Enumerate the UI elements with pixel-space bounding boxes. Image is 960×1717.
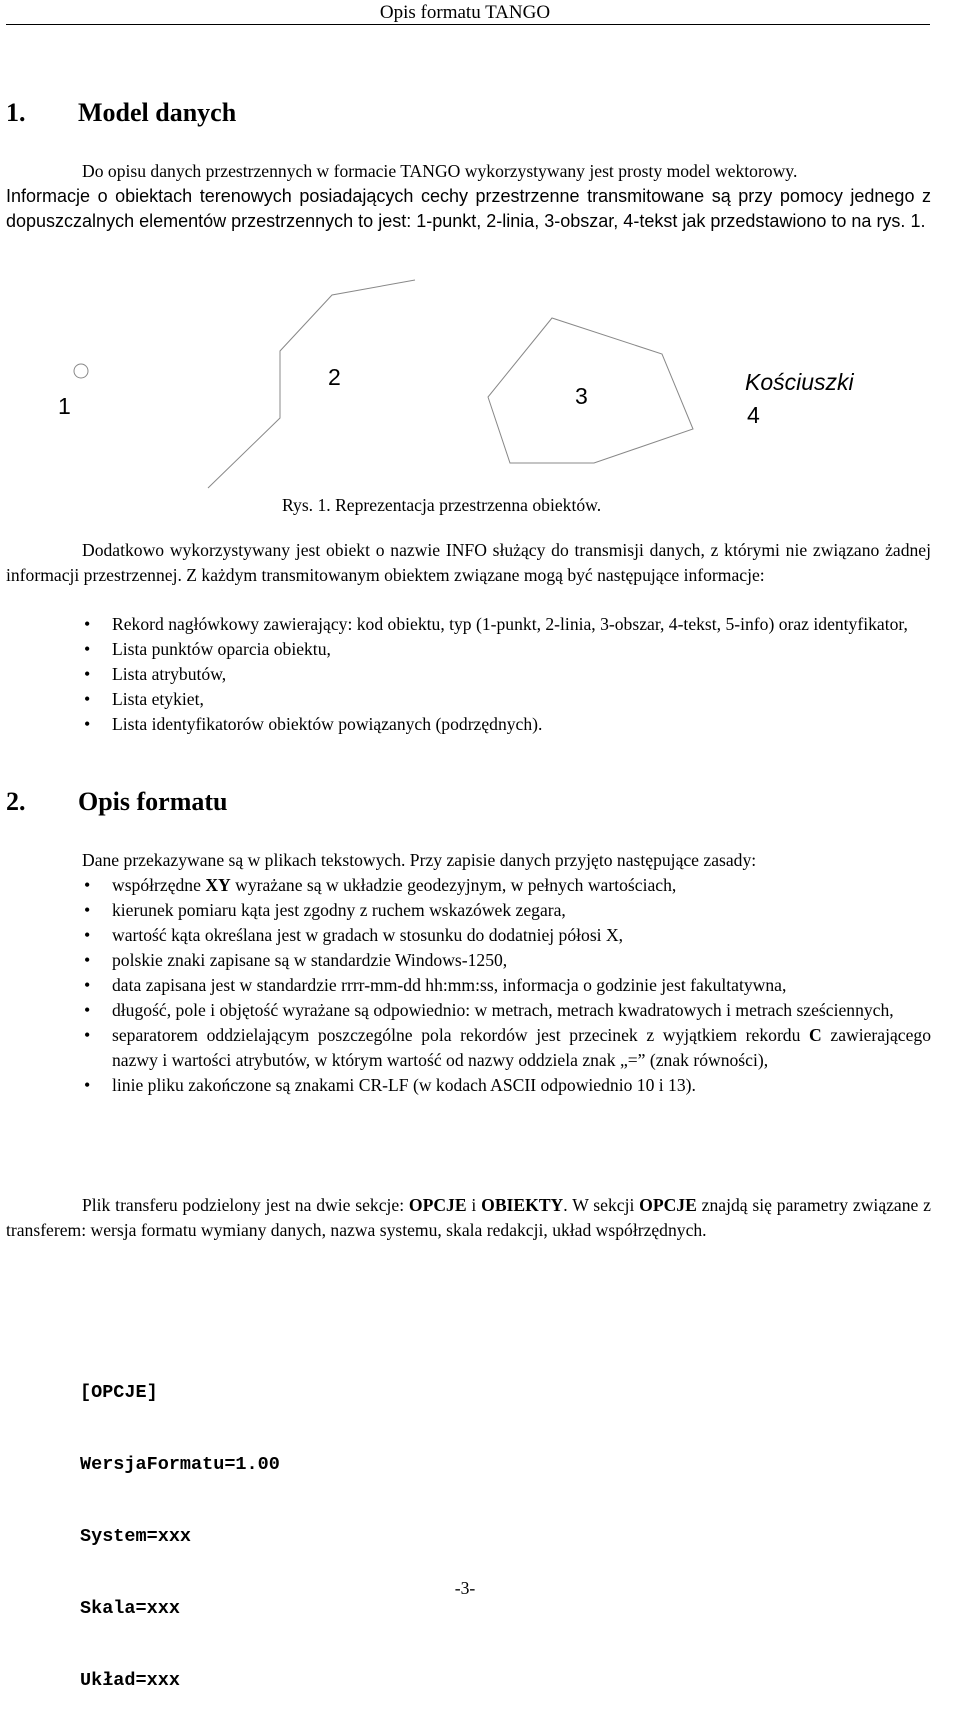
bullet-icon: • [84,714,91,734]
list-item: • kierunek pomiaru kąta jest zgodny z ruchem wskazówek zegara, [6,898,931,923]
figure-label-line: 2 [328,364,341,390]
format-rules-list [6,873,931,1098]
bullet-icon: • [84,875,91,895]
bullet-icon: • [84,639,91,659]
bullet-icon: • [84,950,91,970]
bullet-icon: • [84,900,91,920]
code-line: [OPCJE] [80,1382,158,1403]
transfer-paragraph: Plik transferu podzielony jest na dwie sekcje: OPCJE i OBIEKTY. W sekcji OPCJE znajdą się parametry związane z transferem: wersja formatu wymiany danych, nazwa systemu, skala redakcji, układ współrzędnych. [6,1195,931,1240]
bullet-icon: • [84,689,91,709]
intro-line-1: Do opisu danych przestrzennych w formacie TANGO wykorzystywany jest prosty model wektorowy. [82,161,798,181]
point-symbol [74,364,88,378]
code-line: System=xxx [80,1526,192,1547]
page-header: Opis formatu TANGO [379,2,551,23]
bullet-icon: • [84,1025,91,1045]
list-item: • współrzędne XY wyrażane są w układzie geodezyjnym, w pełnych wartościach, [6,873,931,898]
bullet-icon: • [84,664,91,684]
figure-label-point: 1 [58,393,71,419]
section-1-number: 1. [6,98,26,127]
list-item: • Lista punktów oparcia obiektu, [6,637,931,662]
list-item: • długość, pole i objętość wyrażane są odpowiednio: w metrach, metrach kwadratowych i metrach sześciennych, [6,998,931,1023]
section-2-number: 2. [6,787,26,816]
section-1-heading [6,97,236,129]
figure-spatial-objects [0,270,960,500]
figure-caption: Rys. 1. Reprezentacja przestrzenna obiektów. [282,495,602,515]
figure-text-value: Kościuszki [745,369,854,395]
bullet-icon: • [84,614,91,634]
intro-rest: Informacje o obiektach terenowych posiadających cechy przestrzenne transmitowane są przy pomocy jednego z dopuszczalnych elementów przestrzennych to jest: 1-punkt, 2-linia, 3-obszar, 4-tekst jak przedstawiono to na rys. 1. [6,186,931,231]
list-item: • Lista etykiet, [6,687,931,712]
record-info-list [6,612,931,737]
section-2-title: Opis formatu [78,787,228,816]
list-item: • Rekord nagłówkowy zawierający: kod obiektu, typ (1-punkt, 2-linia, 3-obszar, 4-tekst, 5-info) oraz identyfikator, [6,612,931,637]
page-number: -3- [454,1578,476,1598]
header-rule [6,24,930,25]
bullet-icon: • [84,1075,91,1095]
bullet-icon: • [84,975,91,995]
list-item: • data zapisana jest w standardzie rrrr-mm-dd hh:mm:ss, informacja o godzinie jest fakultatywna, [6,973,931,998]
section-1-intro [6,159,931,234]
list-item: • linie pliku zakończone są znakami CR-LF (w kodach ASCII odpowiednio 10 i 13). [6,1073,931,1098]
bullet-icon: • [84,925,91,945]
code-line: Skala=xxx [80,1598,180,1619]
code-line: WersjaFormatu=1.00 [80,1454,280,1475]
area-symbol [488,318,693,463]
code-line: Układ=xxx [80,1670,180,1691]
list-item: • separatorem oddzielającym poszczególne pola rekordów jest przecinek z wyjątkiem rekordu C zawierającego nazwy i wartości atrybutów, w którym wartość od nazwy oddziela znak „=” (znak równości), [84,1025,932,1070]
figure-label-area: 3 [575,383,588,409]
list-item: • Lista atrybutów, [6,662,931,687]
list-item: • polskie znaki zapisane są w standardzie Windows-1250, [6,948,931,973]
line-symbol [208,280,415,488]
list-item: • Lista identyfikatorów obiektów powiązanych (podrzędnych). [6,712,931,737]
list-item: • wartość kąta określana jest w gradach w stosunku do dodatniej półosi X, [6,923,931,948]
figure-label-text: 4 [747,402,760,428]
options-code-block [80,1333,280,1717]
section-2-heading [6,786,228,818]
bullet-icon: • [84,1000,91,1020]
section-1-title: Model danych [78,98,237,127]
section-2-intro: Dane przekazywane są w plikach tekstowych. Przy zapisie danych przyjęto następujące zasady: [82,850,757,870]
info-paragraph: Dodatkowo wykorzystywany jest obiekt o nazwie INFO służący do transmisji danych, z którymi nie związano żadnej informacji przestrzennej. Z każdym transmitowanym obiektem związane mogą być następujące informacje: [6,540,931,585]
